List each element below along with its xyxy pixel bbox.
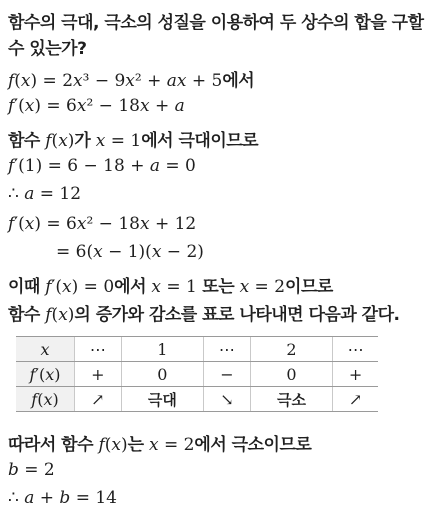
- table-cell: −: [204, 362, 251, 387]
- problem-heading-line2: 수 있는가?: [8, 39, 87, 59]
- text: 따라서 함수: [8, 435, 99, 455]
- text: 에서 극소이므로: [194, 435, 312, 455]
- table-cell: ⋯: [333, 337, 378, 362]
- table-cell: ↘: [204, 387, 251, 412]
- table-cell: 1: [121, 337, 203, 362]
- math: 𝑓(𝑥): [45, 305, 75, 325]
- table-row: [16, 362, 378, 387]
- derivative-definition: 𝑓′(𝑥) = 6𝑥² − 18𝑥 + 𝑎: [8, 96, 185, 116]
- variation-table: [16, 336, 378, 412]
- table-intro: [8, 300, 400, 325]
- table-header-cell: 𝑓(𝑥): [16, 387, 75, 412]
- text: 에서: [114, 277, 152, 297]
- table-cell: 2: [250, 337, 332, 362]
- table-header-cell: 𝑥: [16, 337, 75, 362]
- math: 𝑥 = 2: [239, 277, 286, 297]
- text: 이때: [8, 277, 46, 297]
- text: 함수: [8, 131, 46, 151]
- function-suffix: 에서: [222, 71, 255, 91]
- table-row: [16, 387, 378, 412]
- critical-points: [8, 272, 333, 297]
- table-cell: +: [75, 362, 122, 387]
- table-cell: ↗: [333, 387, 378, 412]
- b-value: 𝑏 = 2: [8, 460, 55, 480]
- table-cell: 극소: [250, 387, 332, 412]
- final-answer: ∴ 𝑎 + 𝑏 = 14: [8, 488, 117, 508]
- table-cell: 0: [121, 362, 203, 387]
- text: 의 증가와 감소를 표로 나타내면 다음과 같다.: [74, 305, 400, 325]
- derivative-factored: = 6(𝑥 − 1)(𝑥 − 2): [56, 242, 204, 262]
- local-min-conclusion: [8, 430, 311, 455]
- table-cell: ⋯: [204, 337, 251, 362]
- table-row: [16, 337, 378, 362]
- table-cell: 0: [250, 362, 332, 387]
- derivative-substituted: 𝑓′(𝑥) = 6𝑥² − 18𝑥 + 12: [8, 214, 197, 234]
- math: 𝑥 = 2: [148, 435, 195, 455]
- function-definition: [8, 66, 254, 91]
- table-cell: 극대: [121, 387, 203, 412]
- table-header-cell: 𝑓′(𝑥): [16, 362, 75, 387]
- table-cell: ⋯: [75, 337, 122, 362]
- text: 가: [74, 131, 96, 151]
- math: 𝑓′(𝑥) = 0: [45, 277, 115, 297]
- text: 또는: [196, 277, 240, 297]
- a-value: ∴ 𝑎 = 12: [8, 184, 82, 204]
- math: 𝑓(𝑥): [45, 131, 75, 151]
- table-cell: ↗: [75, 387, 122, 412]
- text: 함수: [8, 305, 46, 325]
- text: 는: [127, 435, 149, 455]
- derivative-at-1: 𝑓′(1) = 6 − 18 + 𝑎 = 0: [8, 156, 196, 176]
- math: 𝑓(𝑥): [98, 435, 128, 455]
- function-formula: 𝑓(𝑥) = 2𝑥³ − 9𝑥² + 𝑎𝑥 + 5: [8, 71, 223, 91]
- local-max-condition: [8, 126, 258, 151]
- text: 에서 극대이므로: [141, 131, 259, 151]
- math: 𝑥 = 1: [151, 277, 197, 297]
- problem-heading-line1: 함수의 극대, 극소의 성질을 이용하여 두 상수의 합을 구할: [8, 13, 424, 33]
- text: 이므로: [285, 277, 333, 297]
- math: 𝑥 = 1: [95, 131, 142, 151]
- table-cell: +: [333, 362, 378, 387]
